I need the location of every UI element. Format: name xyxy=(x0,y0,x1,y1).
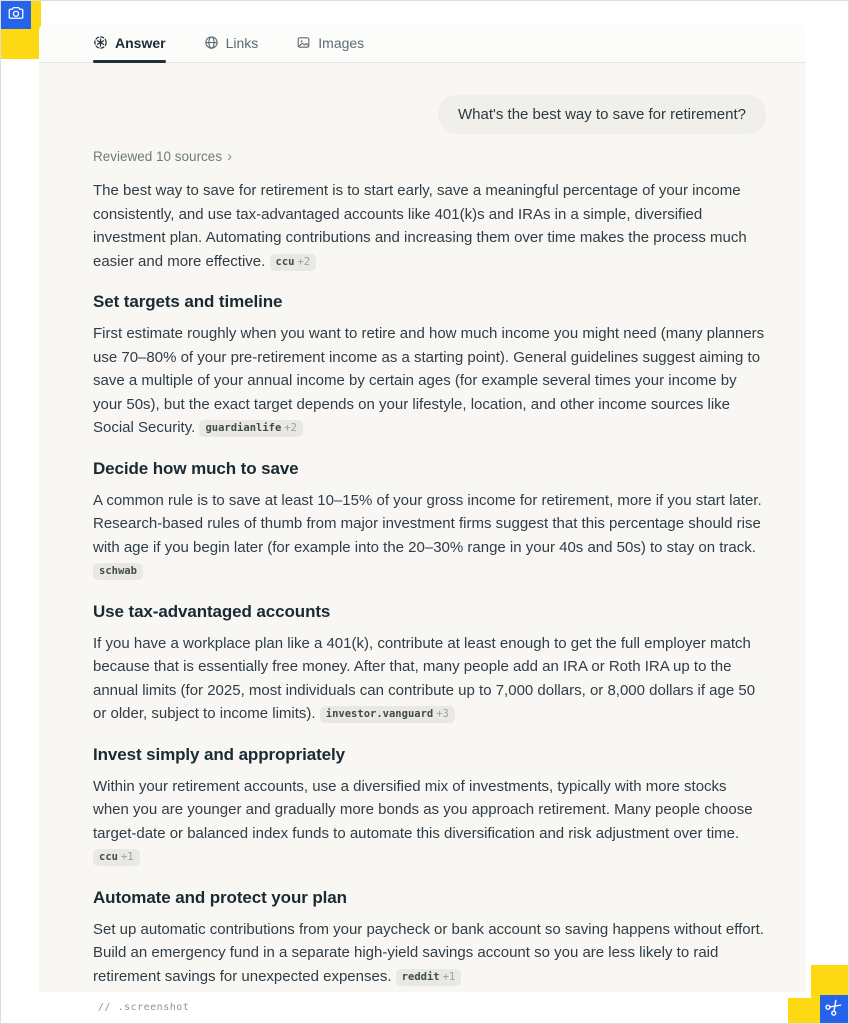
scissors-icon xyxy=(825,998,843,1021)
image-icon xyxy=(296,35,311,50)
tab-answer[interactable] xyxy=(93,23,166,62)
citation-badge[interactable] xyxy=(320,706,455,723)
reviewed-sources-label: Reviewed 10 sources xyxy=(93,149,223,164)
citation-source: investor.vanguard xyxy=(325,708,434,720)
question-row xyxy=(93,95,766,134)
citation-badge[interactable] xyxy=(199,420,303,437)
citation-count: +1 xyxy=(442,970,456,983)
paragraph-text: First estimate roughly when you want to retire and how much income you might need (many planners use 70–80% of your pre-retirement income as a starting point). General guidelines suggest aiming to save a multiple of your annual income by certain ages (for example several times your income by your 50s), but the exact target depends on your lifestyle, location, and other income sources like Social Security. xyxy=(93,325,765,436)
screenshot-watermark: // .screenshot xyxy=(98,1002,190,1013)
citation-count: +3 xyxy=(436,708,449,720)
answer-body xyxy=(39,63,806,992)
citation-source: ccu xyxy=(275,255,295,268)
tab-label: Links xyxy=(225,34,259,51)
camera-icon xyxy=(7,4,25,27)
paragraph-text: Within your retirement accounts, use a diversified mix of investments, typically with more stocks when you are younger and gradually more bonds as you approach retirement. Many people choose target-date or balanced index funds to automate this diversification and risk adjustment over time. xyxy=(93,777,753,842)
tab-images[interactable] xyxy=(296,23,364,62)
citation-badge[interactable] xyxy=(270,254,317,271)
section-paragraph xyxy=(93,918,766,989)
section-heading: Automate and protect your plan xyxy=(93,887,347,907)
intro-paragraph xyxy=(93,179,766,273)
paragraph-text: The best way to save for retirement is to start early, save a meaningful percentage of your income consistently, and use tax-advantaged accounts like 401(k)s and IRAs in a simple, diversified investment plan. Automating contributions and increasing them over time makes the process much easier and more effective. xyxy=(93,182,747,270)
section-paragraph xyxy=(93,775,766,869)
citation-count: +2 xyxy=(297,255,311,268)
section-paragraph xyxy=(93,489,766,583)
section-heading: Set targets and timeline xyxy=(93,292,283,311)
tab-bar xyxy=(39,23,806,63)
snip-button[interactable] xyxy=(820,995,848,1023)
citation-source: reddit xyxy=(401,970,440,983)
section-paragraph xyxy=(93,322,766,440)
spark-icon xyxy=(93,35,108,50)
reviewed-sources-link[interactable] xyxy=(93,149,232,164)
chevron-right-icon: › xyxy=(227,148,233,165)
tab-label: Answer xyxy=(115,34,166,51)
tab-links[interactable] xyxy=(204,23,259,62)
yellow-corner-step xyxy=(788,998,811,1024)
citation-count: +1 xyxy=(120,851,134,863)
citation-count: +2 xyxy=(284,422,297,434)
answer-content xyxy=(93,179,766,988)
section-paragraph xyxy=(93,632,766,726)
globe-icon xyxy=(204,35,219,50)
paragraph-text: Set up automatic contributions from your paycheck or bank account so saving happens without effort. Build an emergency fund in a separate high-yield savings account so you are less likely to raid retirement savings for unexpected expenses. xyxy=(93,920,764,985)
paragraph-text: A common rule is to save at least 10–15% of your gross income for retirement, more if you start later. Research-based rules of thumb from major investment firms suggest that this percentage should rise with age if you begin later (for example into the 20–30% range in your 40s and 50s) to stay on track. xyxy=(93,491,762,556)
citation-badge[interactable] xyxy=(93,563,143,580)
section-heading: Invest simply and appropriately xyxy=(93,744,345,764)
citation-source: guardianlife xyxy=(205,422,282,434)
answer-card xyxy=(39,23,806,992)
citation-source: ccu xyxy=(99,851,118,863)
camera-button[interactable] xyxy=(1,1,31,29)
tab-label: Images xyxy=(318,34,365,51)
paragraph-text: If you have a workplace plan like a 401(k), contribute at least enough to get the full employer match because that is essentially free money. After that, many people add an IRA or Roth IRA up to the annual limits (for 2025, most individuals can contribute up to 7,000 dollars, or 8,000 dollars if age 50 or older, subject to income limits). xyxy=(93,634,756,722)
section-heading: Use tax-advantaged accounts xyxy=(93,601,331,621)
citation-badge[interactable] xyxy=(93,849,140,866)
citation-source: schwab xyxy=(99,565,137,577)
section-heading: Decide how much to save xyxy=(93,458,299,478)
user-question-bubble: What's the best way to save for retirement? xyxy=(438,95,766,134)
citation-badge[interactable] xyxy=(396,969,462,986)
